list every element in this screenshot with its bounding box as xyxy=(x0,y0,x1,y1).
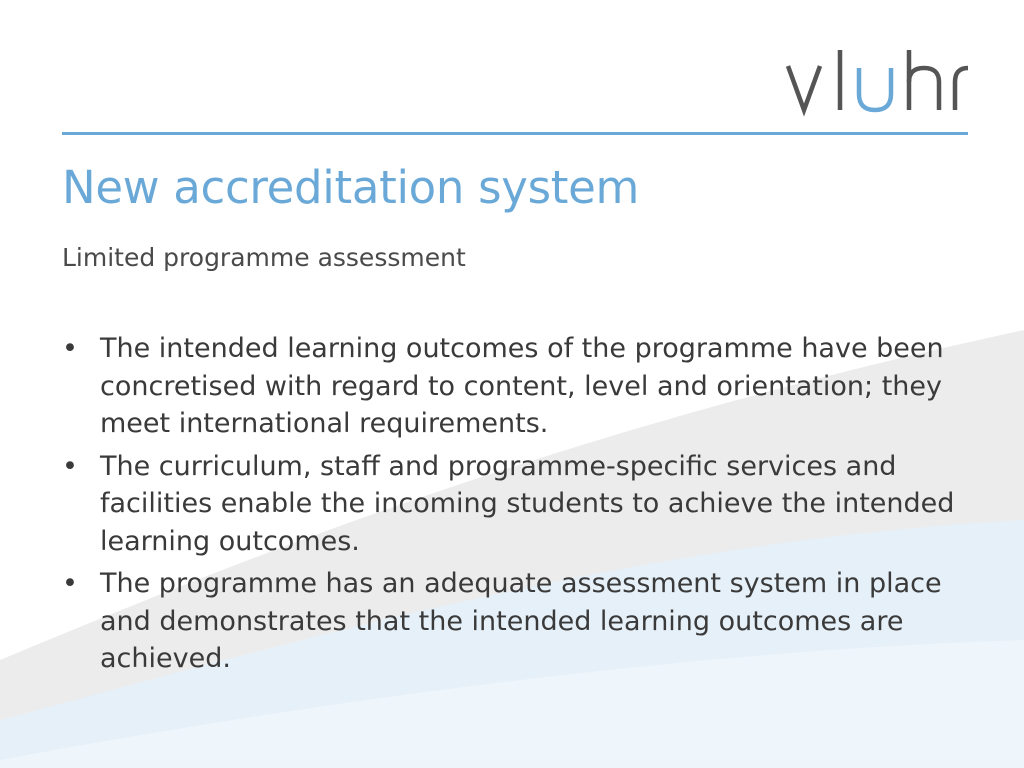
header-divider xyxy=(62,132,968,135)
slide-title: New accreditation system xyxy=(62,161,639,214)
bullet-marker: • xyxy=(62,450,78,482)
slide-subtitle: Limited programme assessment xyxy=(62,243,466,272)
bullet-item xyxy=(62,448,982,561)
bullet-text: The programme has an adequate assessment system in place and demonstrates that the intended learning outcomes are achieved. xyxy=(100,568,942,674)
bullet-marker: • xyxy=(62,333,78,364)
bullet-list xyxy=(62,330,982,683)
vluhr-logo xyxy=(784,44,970,118)
bullet-text: The intended learning outcomes of the programme have been concretised with regard to content, level and orientation; they meet international requirements. xyxy=(100,333,944,439)
bullet-item xyxy=(62,330,982,443)
bullet-marker: • xyxy=(62,568,78,599)
bullet-item xyxy=(62,565,982,678)
bullet-text: The curriculum, staff and programme-specific services and facilities enable the incoming students to achieve the intended learning outcomes. xyxy=(100,450,955,557)
